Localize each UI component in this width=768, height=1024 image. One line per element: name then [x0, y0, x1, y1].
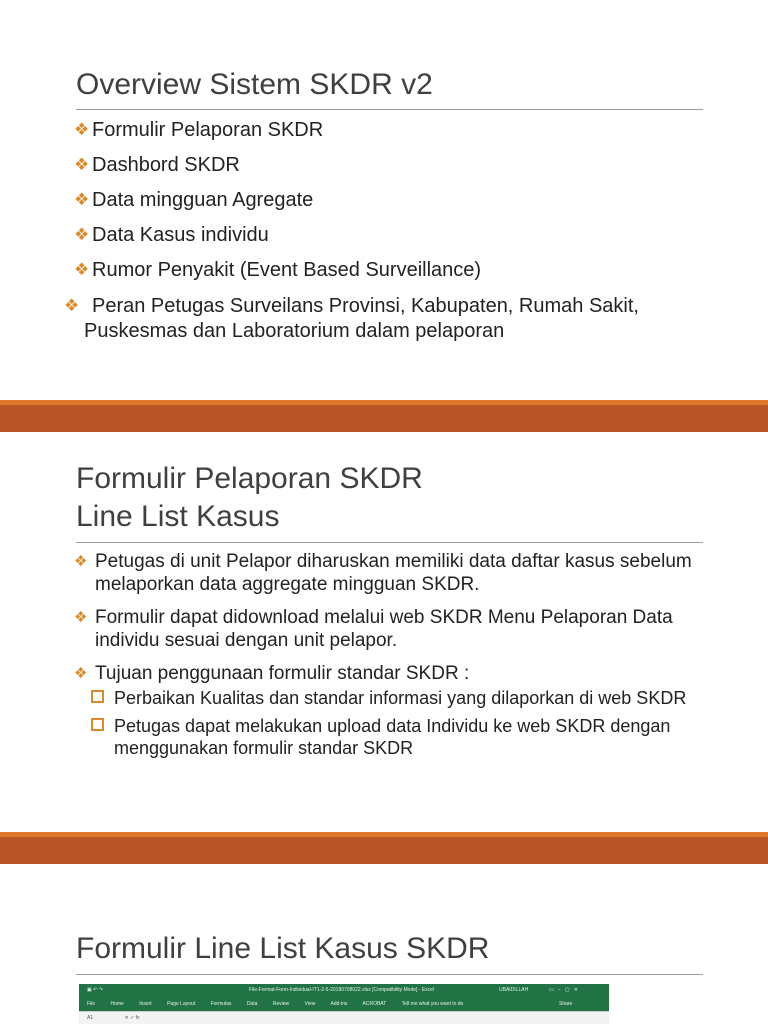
window-controls-icon: ▭ – ▢ ✕ [549, 987, 578, 993]
band-stripe [0, 400, 768, 405]
list-item: ❖ Formulir Pelaporan SKDR [74, 119, 324, 141]
slide-overview [0, 0, 768, 400]
ribbon-tab: Home [110, 1001, 124, 1007]
ribbon-tab: Review [272, 1001, 290, 1007]
share-button: Share [559, 1001, 573, 1007]
slide-title [76, 460, 423, 536]
diamond-bullet-icon: ❖ [74, 260, 90, 279]
title-underline [76, 542, 703, 543]
diamond-bullet-icon: ❖ [74, 665, 88, 682]
ribbon-tab: File [87, 1001, 96, 1007]
slide-title: Overview Sistem SKDR v2 [76, 68, 433, 101]
list-item: ❖ Data mingguan Agregate [74, 189, 314, 211]
list-item: ❖ Data Kasus individu [74, 224, 269, 246]
ribbon-tab: ACROBAT [362, 1001, 387, 1007]
bullet-list [64, 118, 714, 344]
diamond-bullet-icon: ❖ [74, 553, 88, 570]
slide-divider-band [0, 832, 768, 864]
slide-formulir-pelaporan [0, 432, 768, 832]
list-item: ❖ Dashbord SKDR [74, 154, 240, 176]
ribbon-tab: Data [246, 1001, 258, 1007]
diamond-bullet-icon: ❖ [74, 155, 90, 174]
ribbon-tab: View [304, 1001, 316, 1007]
sub-bullet-list [74, 687, 704, 759]
save-icon: ▣ ↶ ↷ [87, 987, 103, 993]
excel-screenshot [79, 984, 609, 1024]
bullet-list [74, 550, 704, 765]
excel-title-bar [79, 984, 609, 997]
ribbon-tab: Tell me what you want to do [401, 1001, 464, 1007]
ribbon-tab: Add-ins [330, 1001, 348, 1007]
title-line-2: Line List Kasus [76, 500, 280, 533]
sub-list-item: Perbaikan Kualitas dan standar informasi yang dilaporkan di web SKDR [74, 687, 704, 709]
band-stripe [0, 832, 768, 837]
checkbox-bullet-icon [91, 690, 104, 703]
sub-list-item: Petugas dapat melakukan upload data Individu ke web SKDR dengan menggunakan formulir standar SKDR [74, 715, 704, 759]
title-line-1: Formulir Pelaporan SKDR [76, 462, 423, 495]
ribbon-tab: Insert [139, 1001, 152, 1007]
list-item: ❖ Formulir dapat didownload melalui web SKDR Menu Pelaporan Data individu sesuai dengan unit pelapor. [74, 607, 673, 651]
checkbox-bullet-icon [91, 718, 104, 731]
fx-icon: ✕ ✓ fx [124, 1015, 140, 1021]
ribbon-tab: Page Layout [167, 1001, 196, 1007]
diamond-bullet-icon: ❖ [74, 120, 90, 139]
diamond-bullet-icon: ❖ [64, 296, 80, 315]
excel-user: UBAIDILLAH [499, 987, 529, 993]
name-box: A1 [87, 1015, 94, 1021]
diamond-bullet-icon: ❖ [74, 225, 90, 244]
diamond-bullet-icon: ❖ [74, 609, 88, 626]
list-item: ❖ Tujuan penggunaan formulir standar SKDR : Perbaikan Kualitas dan standar informasi yang dilaporkan di web SKDR Petugas dapat melakukan upload data Individu ke web SKDR dengan menggunakan formulir standar SKDR [74, 662, 704, 759]
list-item: ❖ Petugas di unit Pelapor diharuskan memiliki data daftar kasus sebelum melaporkan data aggregate mingguan SKDR. [74, 551, 692, 595]
slide-divider-band [0, 400, 768, 432]
list-item: ❖ Peran Petugas Surveilans Provinsi, Kabupaten, Rumah Sakit, Puskesmas dan Laboratorium dalam pelaporan [64, 295, 639, 342]
title-underline [76, 109, 703, 110]
slide-title: Formulir Line List Kasus SKDR [76, 932, 490, 965]
diamond-bullet-icon: ❖ [74, 190, 90, 209]
excel-formula-bar [79, 1011, 609, 1024]
excel-window-title: File-Format-Form-Individual-IT1-2-5-20180708022.xlsx [Compatibility Mode] - Excel [249, 987, 435, 993]
excel-ribbon [79, 997, 609, 1011]
ribbon-tab: Formulas [210, 1001, 232, 1007]
title-underline [76, 974, 703, 975]
list-item: ❖ Rumor Penyakit (Event Based Surveillance) [74, 259, 482, 281]
